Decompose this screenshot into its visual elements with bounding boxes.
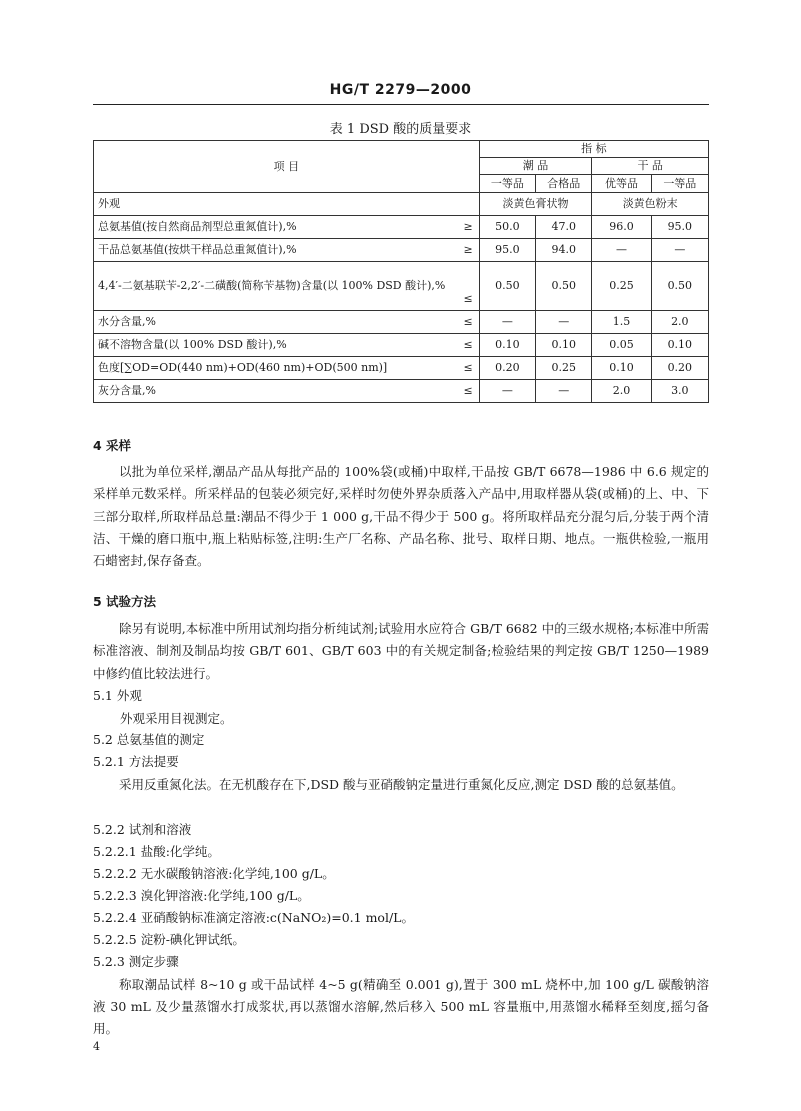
row-merged-value: 淡黄色粉末 — [592, 193, 709, 216]
row-symbol: ≥ — [449, 216, 479, 239]
row-value: 96.0 — [592, 216, 651, 239]
section-5-2-2-1: 5.2.2.1 盐酸:化学纯。 — [93, 844, 220, 859]
section-4-title: 4 采样 — [93, 438, 132, 453]
header-wet: 潮 品 — [479, 158, 592, 175]
header-grade: 优等品 — [592, 175, 651, 193]
row-item: 灰分含量,% — [94, 380, 450, 403]
row-item: 干品总氨基值(按烘干样品总重氮值计),% — [94, 239, 450, 262]
table-row — [94, 262, 709, 311]
row-item: 总氨基值(按自然商品剂型总重氮值计),% — [94, 216, 450, 239]
row-value: 0.50 — [651, 262, 708, 311]
row-value: 2.0 — [651, 311, 708, 334]
table-row — [94, 357, 709, 380]
section-5-2-title: 5.2 总氨基值的测定 — [93, 732, 205, 747]
row-value: 0.25 — [536, 357, 592, 380]
page-number: 4 — [93, 1040, 100, 1053]
table-row — [94, 311, 709, 334]
row-item: 碱不溶物含量(以 100% DSD 酸计),% — [94, 334, 450, 357]
table-row — [94, 380, 709, 403]
row-symbol: ≤ — [449, 334, 479, 357]
table-row — [94, 216, 709, 239]
header-grade: 一等品 — [479, 175, 535, 193]
table-row — [94, 239, 709, 262]
row-item: 外观 — [94, 193, 480, 216]
row-item: 水分含量,% — [94, 311, 450, 334]
row-symbol: ≤ — [449, 311, 479, 334]
section-5-paragraph: 除另有说明,本标准中所用试剂均指分析纯试剂;试验用水应符合 GB/T 6682 中的三级水规格;本标准中所需标准溶液、制剂及制品均按 GB/T 601、GB/T 603 中的有关规定制备;检验结果的判定按 GB/T 1250—1989 中修约值比较法进行。 — [93, 621, 709, 681]
section-5-2-1-text: 采用反重氮化法。在无机酸存在下,DSD 酸与亚硝酸钠定量进行重氮化反应,测定 DSD 酸的总氨基值。 — [119, 777, 684, 792]
section-5-2-2-2: 5.2.2.2 无水碳酸钠溶液:化学纯,100 g/L。 — [93, 866, 335, 881]
row-value: 0.10 — [479, 334, 535, 357]
section-4-paragraph: 以批为单位采样,潮品产品从每批产品的 100%袋(或桶)中取样,干品按 GB/T 6678—1986 中 6.6 规定的采样单元数采样。所采样品的包装必须完好,采样时勿使外界杂质落入产品中,用取样器从袋(或桶)的上、中、下三部分取样,所取样品总量:潮品不得少于 1 000 g,干品不得少于 500 g。将所取样品充分混匀后,分装于两个清洁、干燥的磨口瓶中,瓶上粘贴标签,注明:生产厂名称、产品名称、批号、取样日期、地点。一瓶供检验,一瓶用石蜡密封,保存备查。 — [93, 464, 709, 569]
row-symbol: ≤ — [449, 357, 479, 380]
standard-header: HG/T 2279—2000 — [329, 82, 472, 98]
header-item: 项 目 — [94, 141, 480, 193]
row-value: 2.0 — [592, 380, 651, 403]
section-5-2-3-title: 5.2.3 测定步骤 — [93, 954, 179, 969]
header-grade: 一等品 — [651, 175, 708, 193]
row-value: 0.10 — [592, 357, 651, 380]
row-value: — — [651, 239, 708, 262]
section-5-title: 5 试验方法 — [93, 594, 157, 609]
row-value: 0.10 — [651, 334, 708, 357]
row-value: — — [592, 239, 651, 262]
table-title: 表 1 DSD 酸的质量要求 — [329, 122, 472, 137]
section-5-1-title: 5.1 外观 — [93, 688, 142, 703]
row-value: 0.10 — [536, 334, 592, 357]
row-value: 0.20 — [479, 357, 535, 380]
row-symbol: ≥ — [449, 239, 479, 262]
row-value: 3.0 — [651, 380, 708, 403]
row-symbol: ≤ — [449, 380, 479, 403]
header-rule — [93, 104, 709, 105]
row-value: — — [479, 380, 535, 403]
row-value: 0.50 — [479, 262, 535, 311]
table-row — [94, 334, 709, 357]
row-item: 色度[∑OD=OD(440 nm)+OD(460 nm)+OD(500 nm)] — [94, 357, 450, 380]
header-grade: 合格品 — [536, 175, 592, 193]
row-value: 94.0 — [536, 239, 592, 262]
quality-requirements-table — [93, 140, 709, 403]
table-row — [94, 193, 709, 216]
row-value: — — [536, 380, 592, 403]
row-value: 95.0 — [479, 239, 535, 262]
section-5-2-1-title: 5.2.1 方法提要 — [93, 754, 179, 769]
row-value: 47.0 — [536, 216, 592, 239]
row-value: 1.5 — [592, 311, 651, 334]
section-5-2-2-4: 5.2.2.4 亚硝酸钠标准滴定溶液:c(NaNO₂)=0.1 mol/L。 — [93, 910, 414, 925]
section-5-2-2-title: 5.2.2 试剂和溶液 — [93, 822, 192, 837]
row-value: 0.50 — [536, 262, 592, 311]
section-5-1-text: 外观采用目视测定。 — [120, 711, 233, 726]
row-value: — — [536, 311, 592, 334]
header-indicator: 指 标 — [479, 141, 708, 158]
row-value: 0.25 — [592, 262, 651, 311]
row-value: — — [479, 311, 535, 334]
row-symbol: ≤ — [449, 262, 479, 311]
section-5-2-2-5: 5.2.2.5 淀粉-碘化钾试纸。 — [93, 932, 245, 947]
row-value: 50.0 — [479, 216, 535, 239]
header-dry: 干 品 — [592, 158, 709, 175]
row-value: 0.20 — [651, 357, 708, 380]
row-item: 4,4′-二氨基联苄-2,2′-二磺酸(简称苄基物)含量(以 100% DSD 酸计),% — [94, 262, 450, 311]
row-value: 95.0 — [651, 216, 708, 239]
section-5-2-2-3: 5.2.2.3 溴化钾溶液:化学纯,100 g/L。 — [93, 888, 310, 903]
row-merged-value: 淡黄色膏状物 — [479, 193, 592, 216]
section-5-2-3-text: 称取潮品试样 8~10 g 或干品试样 4~5 g(精确至 0.001 g),置于 300 mL 烧杯中,加 100 g/L 碳酸钠溶液 30 mL 及少量蒸馏水打成浆状,再以蒸馏水溶解,然后移入 500 mL 容量瓶中,用蒸馏水稀释至刻度,摇匀备用。 — [93, 977, 709, 1036]
row-value: 0.05 — [592, 334, 651, 357]
